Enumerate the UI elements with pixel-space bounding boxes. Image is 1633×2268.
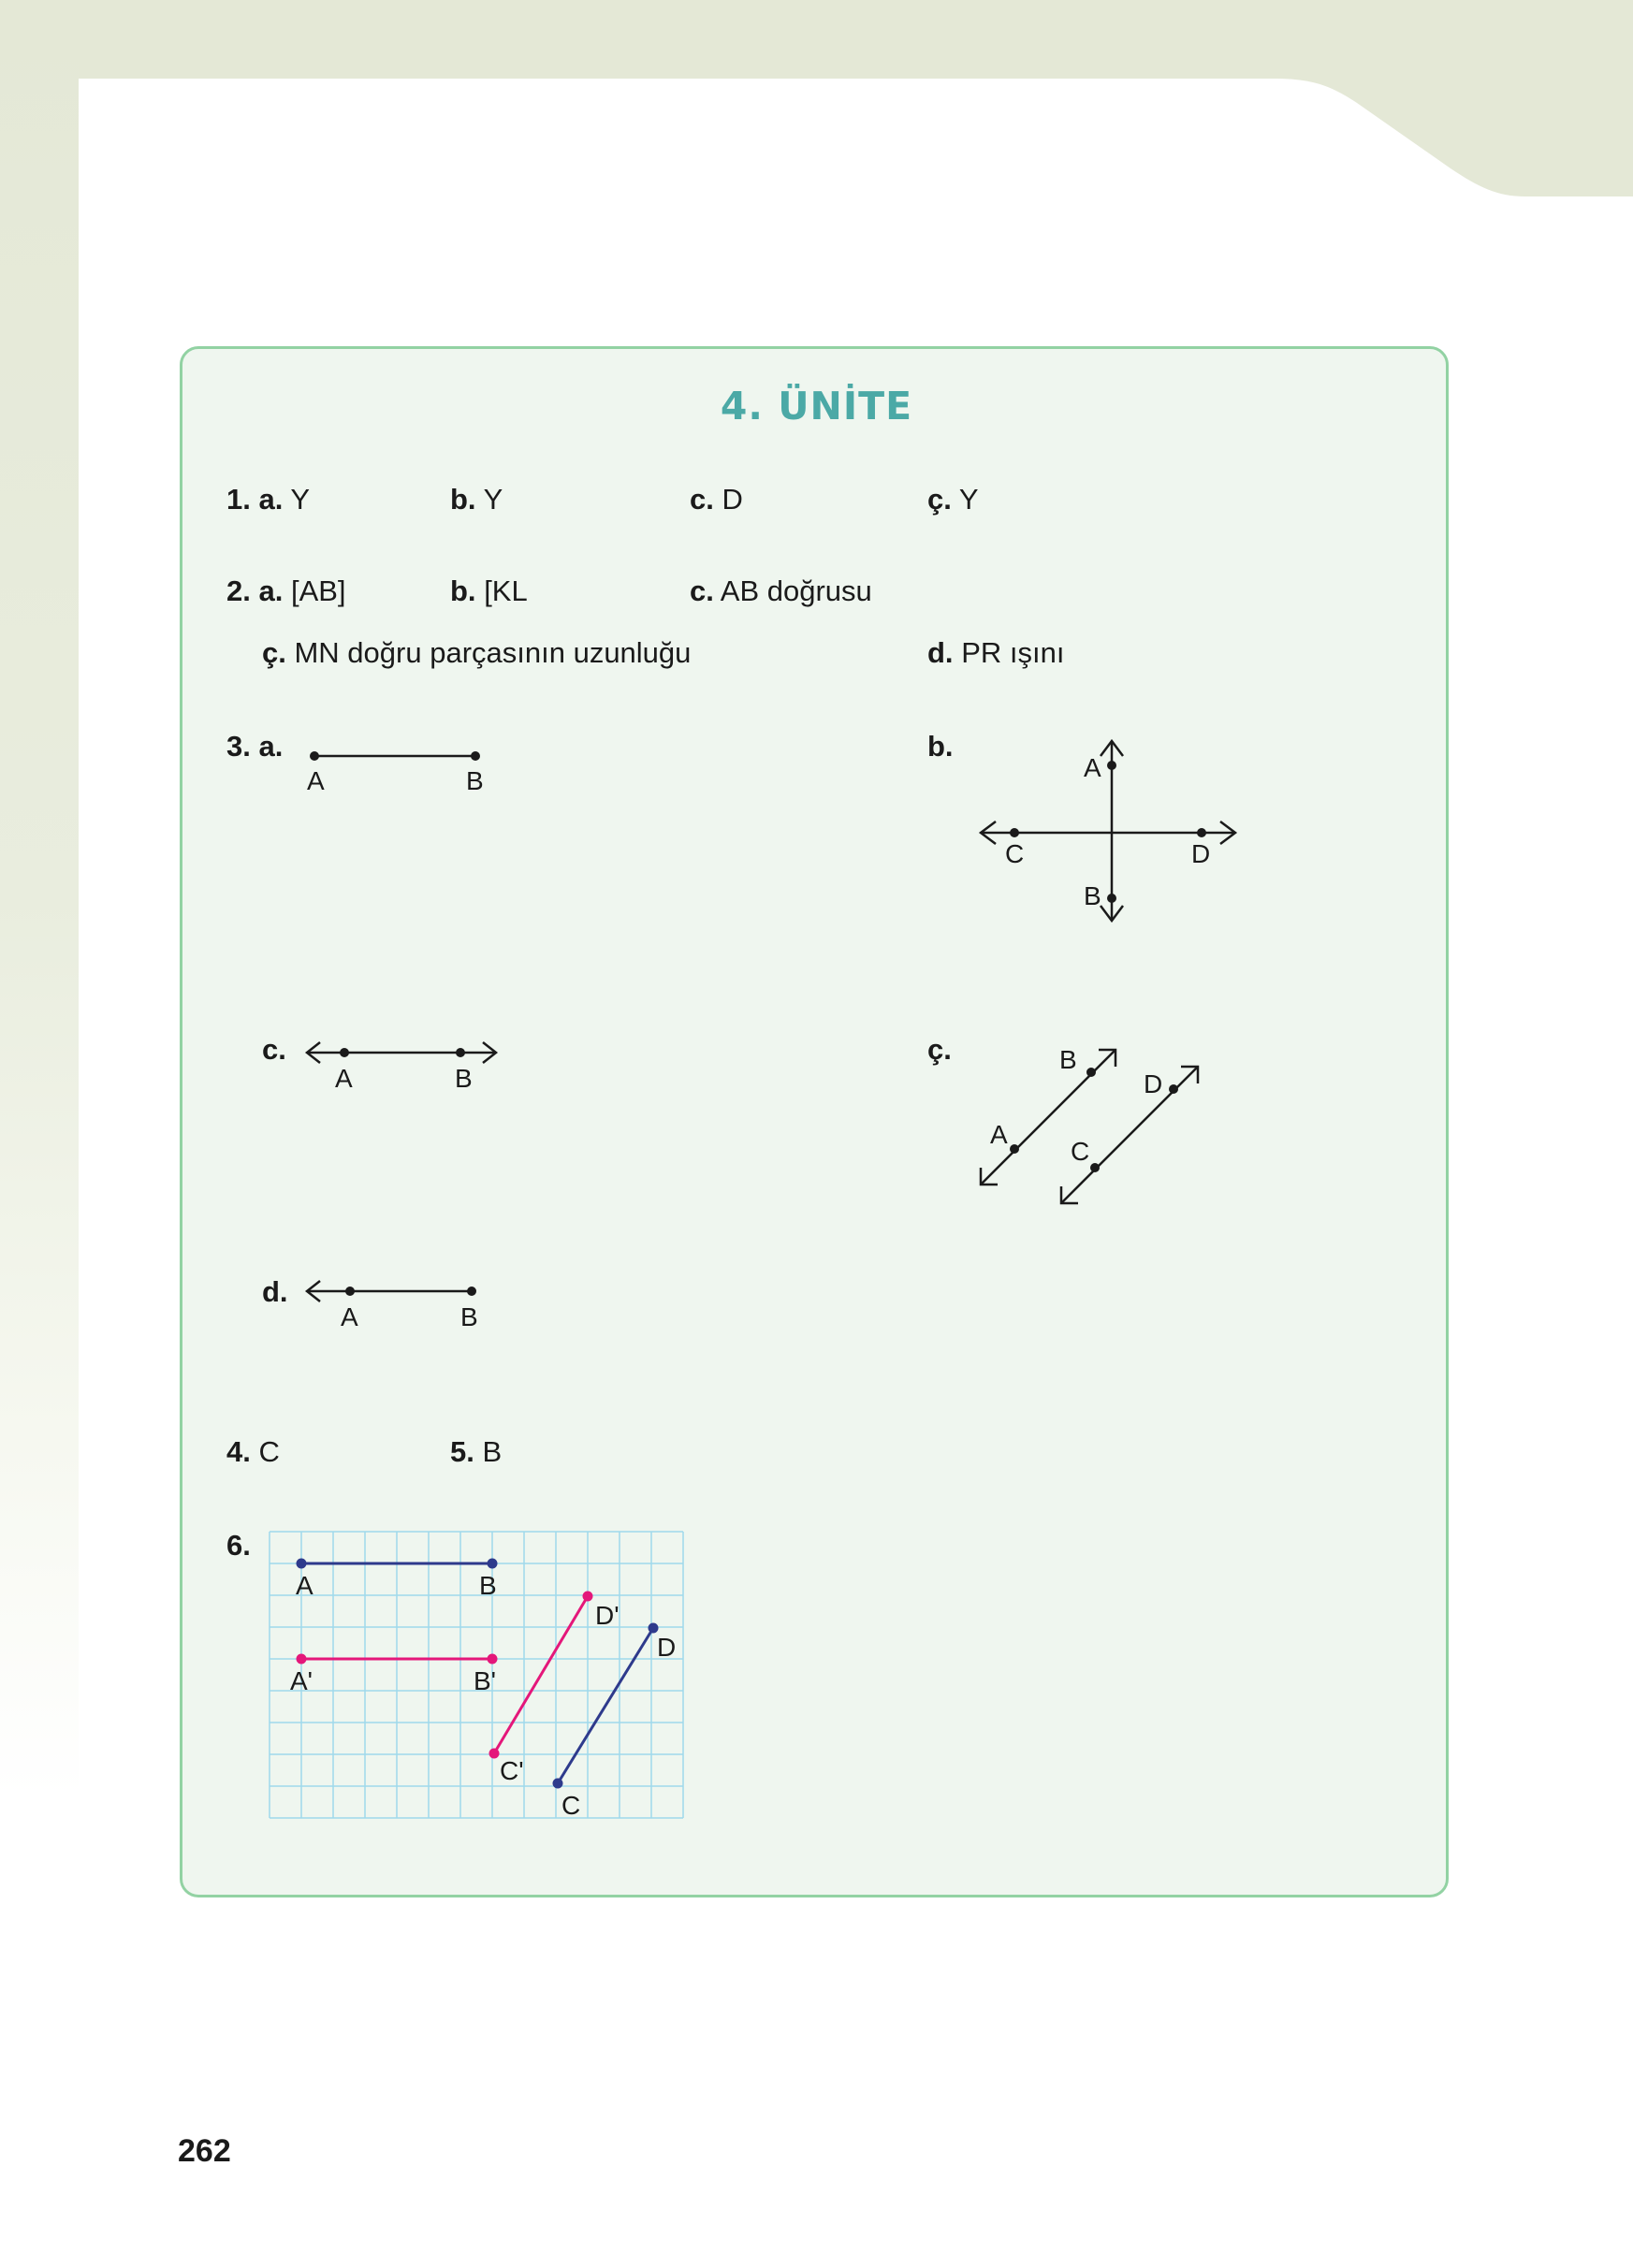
unit-title: 4. ÜNİTE bbox=[720, 384, 913, 429]
q3a-segment-figure bbox=[299, 739, 505, 805]
q4-number: 4. bbox=[226, 1435, 251, 1468]
q1-c bbox=[690, 483, 743, 516]
q3cc-point-c: C bbox=[1071, 1137, 1090, 1166]
q3b-point-a: A bbox=[1084, 753, 1101, 782]
q3d-point-b: B bbox=[460, 1302, 478, 1331]
page-corner-tab bbox=[1217, 0, 1633, 198]
q4 bbox=[226, 1435, 280, 1469]
q3d-ray-figure bbox=[299, 1272, 505, 1343]
q3cc-point-d: D bbox=[1144, 1069, 1163, 1098]
q3-c-label: c. bbox=[262, 1033, 286, 1066]
q1-b-label: b. bbox=[450, 483, 476, 516]
q5-number: 5. bbox=[450, 1435, 474, 1468]
q4-answer: C bbox=[258, 1435, 280, 1468]
q2-d bbox=[927, 636, 1064, 670]
q3cc-point-b: B bbox=[1059, 1045, 1077, 1074]
page-number: 262 bbox=[178, 2133, 231, 2169]
q3b-point-d: D bbox=[1191, 839, 1211, 868]
q3b-point-c: C bbox=[1005, 839, 1025, 868]
q6-label-a: A bbox=[296, 1571, 313, 1600]
q3b-point-b: B bbox=[1084, 881, 1101, 910]
q3-cc-label: ç. bbox=[927, 1033, 952, 1066]
q1-a-answer: Y bbox=[290, 483, 311, 516]
q3-d-label: d. bbox=[262, 1275, 288, 1308]
q5-answer: B bbox=[482, 1435, 503, 1468]
q2-row bbox=[226, 574, 346, 608]
q2-d-label: d. bbox=[927, 636, 954, 669]
q2-b bbox=[450, 574, 528, 608]
q3b-perpendicular-figure bbox=[964, 730, 1263, 936]
q1-number: 1. bbox=[226, 483, 251, 516]
q3cc-point-a: A bbox=[990, 1120, 1008, 1149]
q6-number: 6. bbox=[226, 1529, 251, 1562]
page-left-band bbox=[0, 0, 79, 1796]
q3-number: 3. bbox=[226, 730, 251, 763]
q3-d bbox=[262, 1275, 288, 1309]
q1-c-label: c. bbox=[690, 483, 714, 516]
q2-cc-label: ç. bbox=[262, 636, 286, 669]
q2-a-label: a. bbox=[258, 574, 284, 607]
q6-grid-figure bbox=[268, 1531, 685, 1820]
q6-label-a-prime: A' bbox=[290, 1666, 313, 1695]
q5 bbox=[450, 1435, 502, 1469]
q2-cc-answer: MN doğru parçasının uzunluğu bbox=[294, 636, 692, 669]
q2-b-label: b. bbox=[450, 574, 476, 607]
q3-a-label: a. bbox=[258, 730, 284, 763]
q6-label-d: D bbox=[657, 1633, 677, 1662]
q1-b-answer: Y bbox=[483, 483, 503, 516]
q1-c-answer: D bbox=[722, 483, 743, 516]
q3a-point-b: B bbox=[466, 766, 484, 795]
q3d-point-a: A bbox=[341, 1302, 358, 1331]
q6-label-d-prime: D' bbox=[595, 1601, 620, 1630]
q2-a-answer: [AB] bbox=[290, 574, 346, 607]
q3c-point-b: B bbox=[455, 1064, 473, 1093]
q2-d-answer: PR ışını bbox=[961, 636, 1065, 669]
q6-label-c: C bbox=[561, 1791, 581, 1820]
q1-b bbox=[450, 483, 503, 516]
q3-b-label: b. bbox=[927, 730, 954, 763]
q6-label-c-prime: C' bbox=[500, 1756, 524, 1785]
q2-number: 2. bbox=[226, 574, 251, 607]
q2-cc bbox=[262, 636, 691, 670]
q3cc-parallel-lines-figure bbox=[964, 1029, 1245, 1226]
q2-c bbox=[690, 574, 872, 608]
q3a-point-a: A bbox=[307, 766, 325, 795]
q2-b-answer: [KL bbox=[484, 574, 528, 607]
q1-cc-label: ç. bbox=[927, 483, 952, 516]
q3-b bbox=[927, 730, 954, 763]
q3-c bbox=[262, 1033, 286, 1067]
q3c-line-figure bbox=[299, 1034, 515, 1099]
q6-label-b-prime: B' bbox=[474, 1666, 497, 1695]
q1-cc bbox=[927, 483, 979, 516]
q3-label bbox=[226, 730, 283, 763]
q3-cc bbox=[927, 1033, 952, 1067]
q1-row bbox=[226, 483, 310, 516]
q3c-point-a: A bbox=[335, 1064, 353, 1093]
q2-c-answer: AB doğrusu bbox=[720, 574, 872, 607]
q1-a-label: a. bbox=[258, 483, 284, 516]
q2-c-label: c. bbox=[690, 574, 714, 607]
q6-label-b: B bbox=[479, 1571, 497, 1600]
q6 bbox=[226, 1529, 251, 1563]
q1-cc-answer: Y bbox=[958, 483, 979, 516]
